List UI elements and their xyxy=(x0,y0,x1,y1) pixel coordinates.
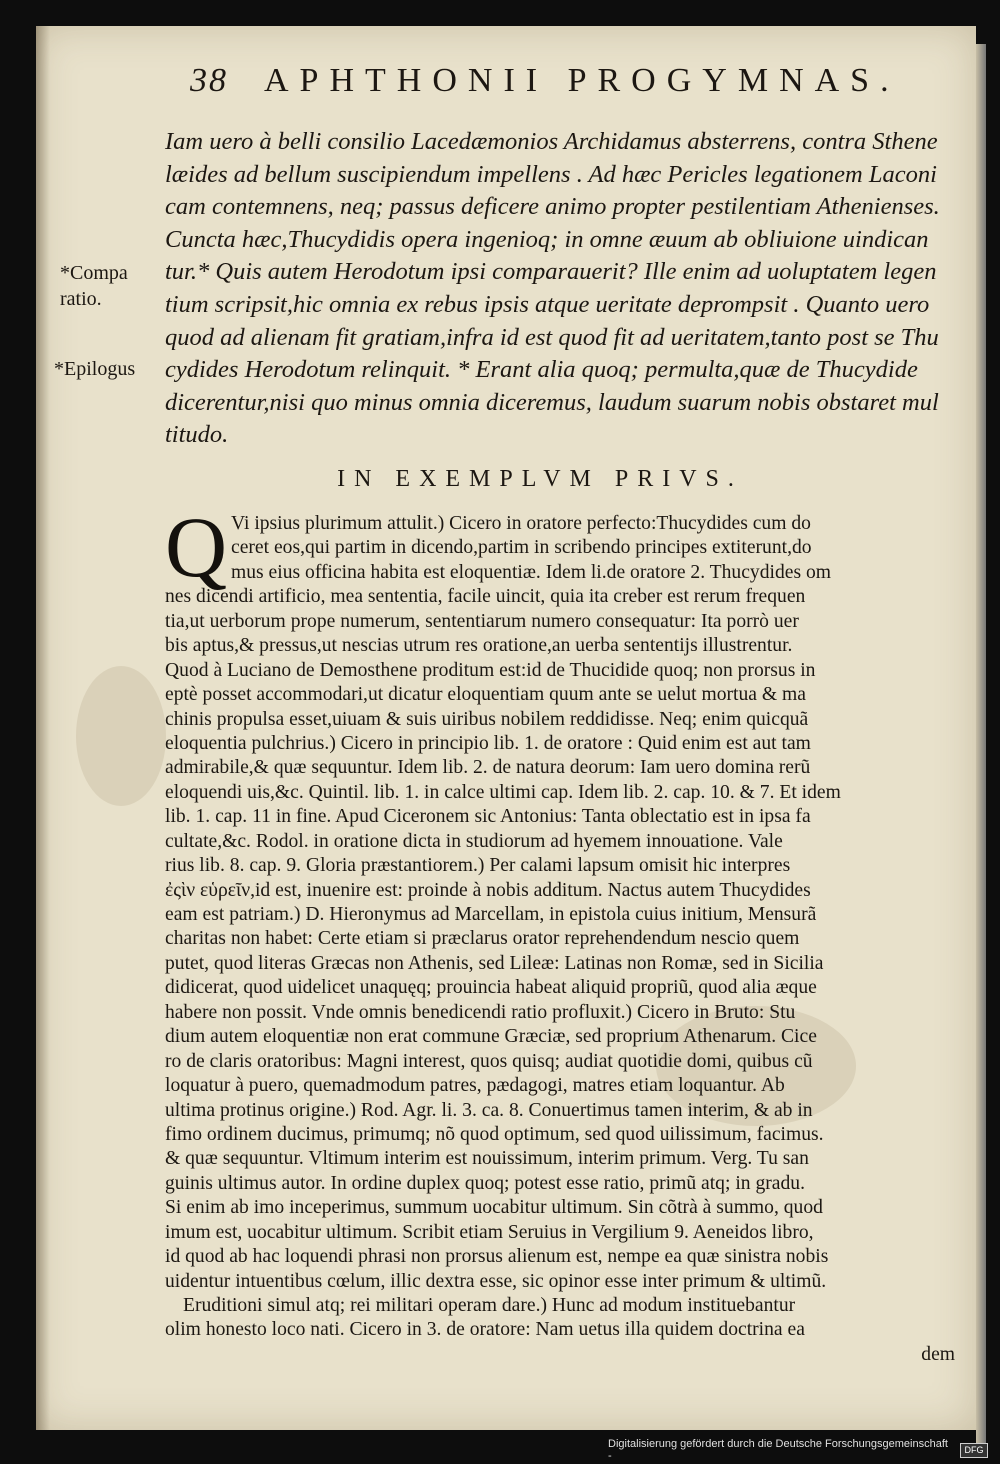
text-line: Si enim ab imo inceperimus, summum uocabitur ultimum. Sin cõtrà à summo, quod xyxy=(165,1197,823,1219)
margin-note-line: *Compa xyxy=(60,262,128,284)
dfg-logo-icon: DFG xyxy=(960,1443,988,1458)
margin-note-comparatio xyxy=(60,260,128,312)
text-line: chinis propulsa esset,uiuam & suis uiribus nobilem reddidisse. Neq; enim quicquã xyxy=(165,708,809,730)
text-line: & quæ sequuntur. Vltimum interim est nouissimum, interim primum. Verg. Tu san xyxy=(165,1148,809,1170)
paper-stain xyxy=(76,666,166,806)
text-line: Eruditioni simul atq; rei militari operam dare.) Hunc ad modum instituebantur xyxy=(183,1295,796,1316)
text-line: Vi ipsius plurimum attulit.) Cicero in oratore perfecto:Thucydides cum do xyxy=(231,513,811,534)
text-line: dium autem eloquentiæ non erat commune Græciæ, sed proprium Athenarum. Cice xyxy=(165,1026,817,1048)
margin-note-epilogus xyxy=(54,356,135,382)
text-line: loquatur à puero, quemadmodum patres, pædagogi, matres etiam loquantur. Ab xyxy=(165,1075,785,1097)
text-line: bis aptus,& pressus,ut nescias utrum res oratione,an uerba sententijs illustrentur. xyxy=(165,635,793,657)
page-edge xyxy=(976,44,986,1444)
footer-text: Digitalisierung gefördert durch die Deutsche Forschungsgemeinschaft - xyxy=(608,1438,948,1462)
text-line: cydides Herodotum relinquit. * Erant alia quoq; permulta,quæ de Thucydide xyxy=(165,356,918,384)
text-line: habere non possit. Vnde omnis benedicendi ratio profluxit.) Cicero in Bruto: Stu xyxy=(165,1001,796,1023)
commentary-text-block xyxy=(165,499,965,1367)
text-line: eptè posset accommodari,ut dicatur eloquentiam quum ante se uelut mortua & ma xyxy=(165,684,806,706)
text-line: imum est, uocabitur ultimum. Scribit etiam Seruius in Vergilium 9. Aeneidos libro, xyxy=(165,1221,814,1243)
text-line: mus eius officina habita est eloquentiæ. Idem li.de oratore 2. Thucydides om xyxy=(231,561,832,583)
text-line: uidentur intuentibus cœlum, illic dextra esse, sic opinor esse inter primum & ultimũ. xyxy=(165,1270,827,1292)
footer-credit xyxy=(608,1440,988,1460)
text-line: ceret eos,qui partim in dicendo,partim in scribendo principes extiterunt,do xyxy=(231,537,812,559)
running-title: APHTHONII PROGYMNAS. xyxy=(264,62,900,99)
text-line: rius lib. 8. cap. 9. Gloria præstantiorem.) Per calami lapsum omisit hic interpres xyxy=(165,855,791,877)
text-line: ultima protinus origine.) Rod. Agr. li. 3. ca. 8. Conuertimus tamen interim, & ab in xyxy=(165,1099,813,1121)
text-line: Quod à Luciano de Demosthene proditum est:id de Thucidide quoq; non prorsus in xyxy=(165,659,816,681)
text-line: id quod ab hac loquendi phrasi non prorsus alienum est, nempe ea quæ sinistra nobis xyxy=(165,1246,829,1268)
text-line: dicerentur,nisi quo minus omnia diceremus, laudum suarum nobis obstaret mul xyxy=(165,388,939,416)
running-head xyxy=(190,62,910,106)
text-line: putet, quod literas Græcas non Athenis, sed Lileæ: Latinas non Romæ, sed in Sicilia xyxy=(165,952,824,974)
text-line: admirabile,& quæ sequuntur. Idem lib. 2. de natura deorum: Iam uero domina rerũ xyxy=(165,757,811,779)
text-line: quod ad alienam fit gratiam,infra id est quod fit ad ueritatem,tanto post se Thu xyxy=(165,323,939,351)
section-heading: IN EXEMPLVM PRIVS. xyxy=(337,466,743,492)
margin-note-line: *Epilogus xyxy=(54,358,136,380)
text-line: didicerat, quod uidelicet unaquęq; prouincia habeat aliquid propriũ, quod alia æque xyxy=(165,977,817,999)
margin-note-line: ratio. xyxy=(60,288,102,310)
text-line: Iam uero à belli consilio Lacedæmonios Archidamus absterrens, contra Sthene xyxy=(165,128,938,155)
page-number: 38 xyxy=(190,62,228,99)
text-line: charitas non habet: Certe etiam si præclarus orator reprehendendum nescio quem xyxy=(165,928,800,950)
text-line: tur.* Quis autem Herodotum ipsi comparauerit? Ille enim ad uoluptatem legen xyxy=(165,258,937,286)
text-line: eam est patriam.) D. Hieronymus ad Marcellam, in epistola cuius initium, Mensurã xyxy=(165,904,817,925)
text-line: eloquentia pulchrius.) Cicero in principio lib. 1. de oratore : Quid enim est aut tam xyxy=(165,732,811,754)
text-line: titudo. xyxy=(165,421,229,449)
text-line: ἐςὶν εὑρεῖν,id est, inuenire est: proinde à nobis additum. Nactus autem Thucydides xyxy=(165,879,811,901)
text-line: guinis ultimus autor. In ordine duplex quoq; potest esse ratio, primũ atq; in gradu. xyxy=(165,1172,805,1194)
text-line: olim honesto loco nati. Cicero in 3. de oratore: Nam uetus illa quidem doctrina ea xyxy=(165,1319,805,1341)
text-line: eloquendi uis,&c. Quintil. lib. 1. in calce ultimi cap. Idem lib. 2. cap. 10. & 7. Et idem xyxy=(165,781,841,803)
text-line: tium scripsit,hic omnia ex rebus ipsis atque ueritate deprompsit . Quanto uero xyxy=(165,290,930,318)
drop-cap: Q xyxy=(165,499,228,595)
text-line: tia,ut uerborum prope numerum, sententiarum numero consequatur: Ita porrò uer xyxy=(165,610,799,632)
text-line: ro de claris oratoribus: Magni interest, quos quisq; audiat quotidie domi, quibus cũ xyxy=(165,1050,813,1072)
text-line: læides ad bellum suscipiendum impellens . Ad hæc Pericles legationem Laconi xyxy=(165,160,937,188)
text-line: cam contemnens, neq; passus deficere animo propter pestilentiam Athenienses. xyxy=(165,193,940,221)
text-line: lib. 1. cap. 11 in fine. Apud Ciceronem sic Antonius: Tanta oblectatio est in ipsa fa xyxy=(165,806,811,828)
text-line: fimo ordinem ducimus, primumq; nõ quod optimum, sed quod uilissimum, facimus. xyxy=(165,1123,824,1145)
catchword: dem xyxy=(921,1343,955,1365)
text-line: Cuncta hæc,Thucydidis opera ingenioq; in omne æuum ab obliuione uindican xyxy=(165,225,929,253)
text-line: nes dicendi artificio, mea sententia, facile uincit, quia ita creber est rerum frequen xyxy=(165,586,806,608)
text-line: cultate,&c. Rodol. in oratione dicta in studiorum ad hyemem innouatione. Vale xyxy=(165,830,783,852)
italic-text-block xyxy=(165,126,965,463)
